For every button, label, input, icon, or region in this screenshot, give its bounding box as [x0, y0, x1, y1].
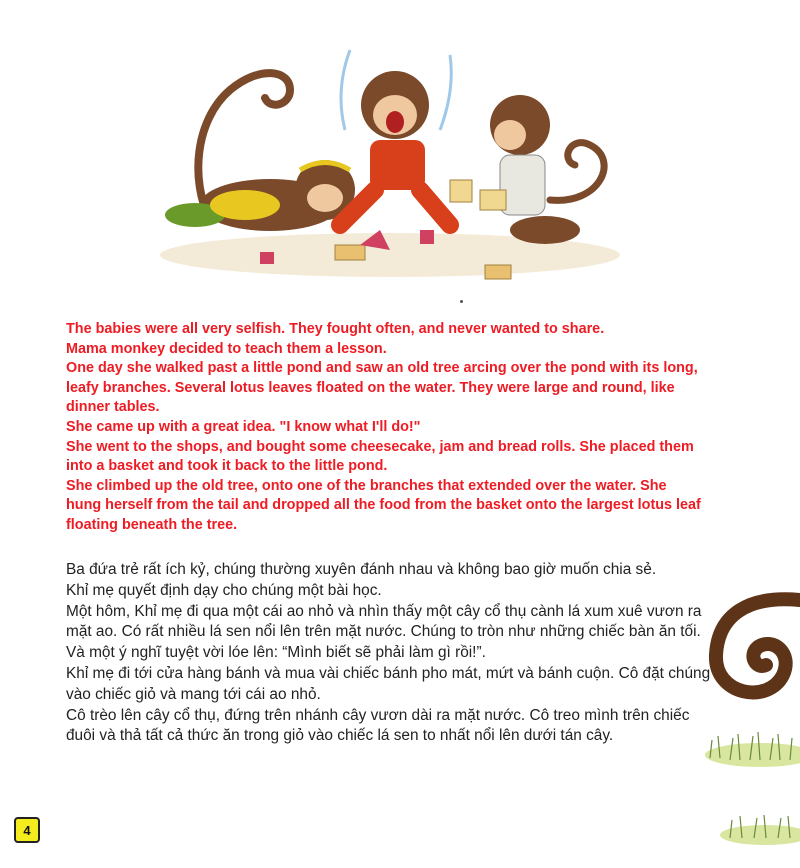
page-number-badge: 4 — [14, 817, 40, 843]
english-line: Mama monkey decided to teach them a lesson. — [66, 340, 387, 357]
vietnamese-line: Ba đứa trẻ rất ích kỷ, chúng thường xuyên đánh nhau và không bao giờ muốn chia sẻ. — [66, 561, 657, 578]
ink-dot — [460, 300, 463, 303]
vietnamese-line: đuôi và thả tất cả thức ăn trong giỏ vào chiếc lá sen to nhất nổi lên dưới tán cây. — [66, 727, 614, 745]
english-line: She went to the shops, and bought some cheesecake, jam and bread rolls. She placed them — [66, 438, 694, 455]
english-line: hung herself from the tail and dropped all the food from the basket onto the largest lotus leaf — [66, 497, 701, 514]
vietnamese-story-text — [66, 560, 711, 747]
english-line: into a basket and took it back to the little pond. — [66, 458, 388, 475]
english-line: leafy branches. Several lotus leaves floated on the water. They were large and round, like — [66, 379, 675, 396]
vietnamese-line: Một hôm, Khỉ mẹ đi qua một cái ao nhỏ và nhìn thấy một cây cổ thụ cành lá xum xuê vươn ra — [66, 602, 702, 620]
english-line: She came up with a great idea. "I know what I'll do!" — [66, 418, 421, 435]
english-line: She climbed up the old tree, onto one of the branches that extended over the water. She — [66, 477, 667, 494]
vietnamese-line: Cô trèo lên cây cổ thụ, đứng trên nhánh cây vươn dài ra mặt nước. Cô treo mình trên chiếc — [66, 706, 690, 724]
english-line: dinner tables. — [66, 399, 160, 416]
english-story-text — [66, 320, 701, 536]
grass-illustration — [670, 720, 800, 868]
english-line: One day she walked past a little pond and saw an old tree arcing over the pond with its long, — [66, 360, 698, 377]
english-line: floating beneath the tree. — [66, 516, 238, 533]
vietnamese-line: Và một ý nghĩ tuyệt vời lóe lên: “Mình biết sẽ phải làm gì rồi!”. — [66, 644, 486, 662]
vietnamese-line: mặt ao. Có rất nhiều lá sen nổi lên trên mặt nước. Chúng to tròn như những chiếc bàn ăn tối. — [66, 623, 701, 641]
monkey-tail-illustration — [688, 575, 800, 725]
vietnamese-line: Khỉ mẹ đi tới cửa hàng bánh và mua vài chiếc bánh pho mát, mứt và bánh cuộn. Cô đặt chúng — [66, 664, 711, 682]
english-line: The babies were all very selfish. They fought often, and never wanted to share. — [66, 321, 605, 337]
vietnamese-line: vào chiếc giỏ và mang tới cái ao nhỏ. — [66, 685, 321, 703]
vietnamese-line: Khỉ mẹ quyết định dạy cho chúng một bài học. — [66, 581, 382, 599]
three-baby-monkeys-illustration — [150, 30, 620, 290]
